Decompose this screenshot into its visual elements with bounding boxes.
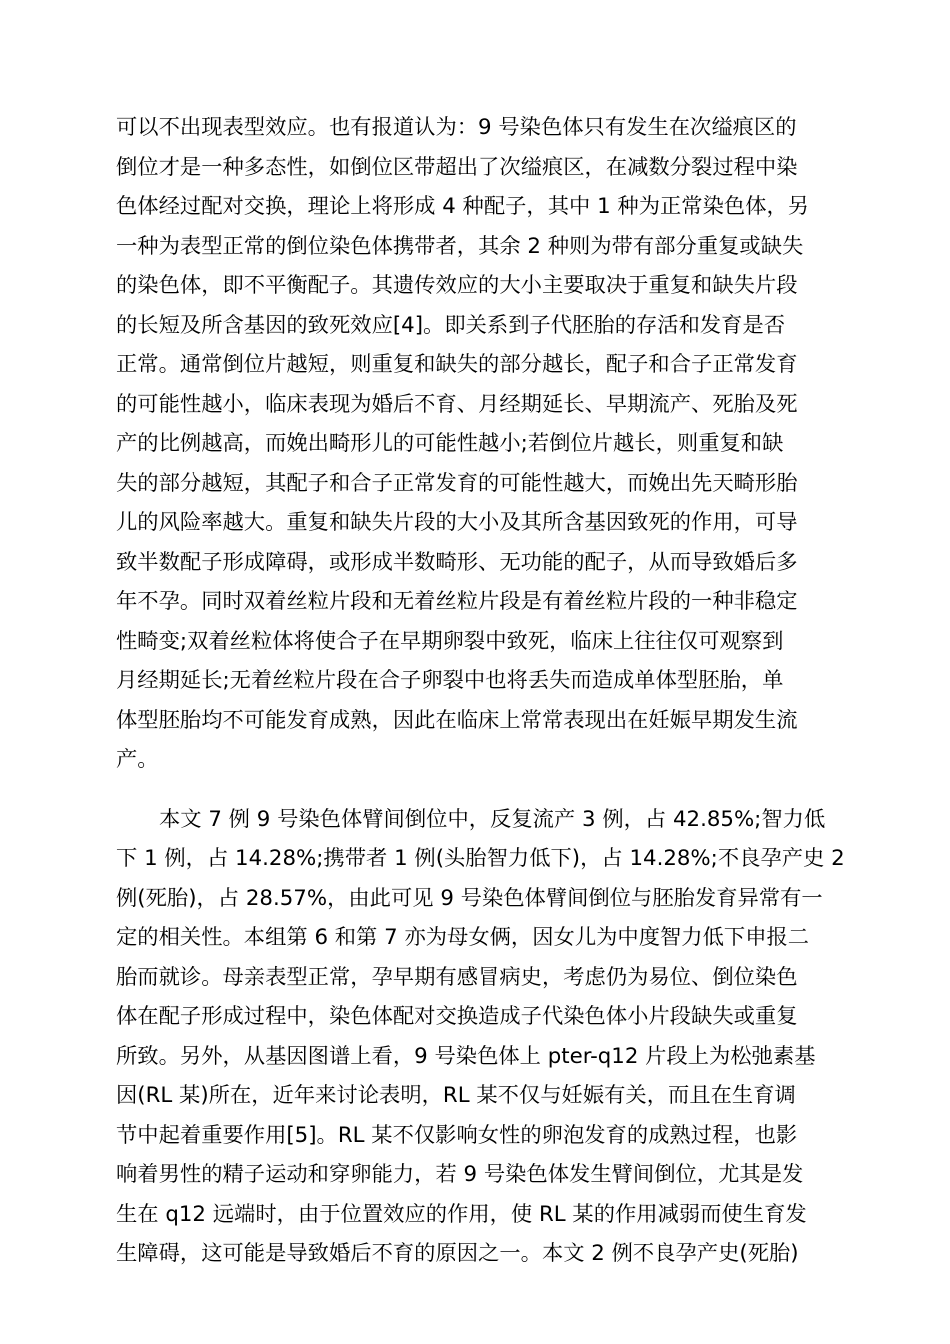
text-line: 的染色体，即不平衡配子。其遗传效应的大小主要取决于重复和缺失片段	[116, 273, 798, 298]
text-line: 生障碍，这可能是导致婚后不育的原因之一。本文 2 例不良孕产史(死胎)	[116, 1241, 799, 1266]
text-line: 正常。通常倒位片越短，则重复和缺失的部分越长，配子和合子正常发育	[116, 352, 798, 377]
text-line: 失的部分越短，其配子和合子正常发育的可能性越大，而娩出先天畸形胎	[116, 471, 798, 496]
text-line: 月经期延长;无着丝粒片段在合子卵裂中也将丢失而造成单体型胚胎，单	[116, 668, 784, 693]
text-line: 本文 7 例 9 号染色体臂间倒位中，反复流产 3 例，占 42.85%;智力低	[159, 807, 826, 832]
text-line: 体型胚胎均不可能发育成熟，因此在临床上常常表现出在妊娠早期发生流	[116, 708, 798, 733]
text-line: 产。	[116, 747, 159, 772]
text-line: 下 1 例，占 14.28%;携带者 1 例(头胎智力低下)，占 14.28%;不良孕产史 2	[116, 846, 845, 871]
text-line: 响着男性的精子运动和穿卵能力，若 9 号染色体发生臂间倒位，尤其是发	[116, 1162, 804, 1187]
text-line: 所致。另外，从基因图谱上看，9 号染色体上 pter-q12 片段上为松弛素基	[116, 1044, 816, 1069]
text-line: 一种为表型正常的倒位染色体携带者，其余 2 种则为带有部分重复或缺失	[116, 234, 804, 259]
text-line: 生在 q12 远端时，由于位置效应的作用，使 RL 某的作用减弱而使生育发	[116, 1202, 807, 1227]
text-line: 因(RL 某)所在，近年来讨论表明，RL 某不仅与妊娠有关，而且在生育调	[116, 1083, 796, 1108]
text-line: 倒位才是一种多态性，如倒位区带超出了次缢痕区，在减数分裂过程中染	[116, 155, 798, 180]
text-line: 的可能性越小，临床表现为婚后不育、月经期延长、早期流产、死胎及死	[116, 392, 798, 417]
text-line: 可以不出现表型效应。也有报道认为：9 号染色体只有发生在次缢痕区的	[116, 115, 797, 140]
text-line: 体在配子形成过程中，染色体配对交换造成子代染色体小片段缺失或重复	[116, 1004, 798, 1029]
text-line: 产的比例越高，而娩出畸形儿的可能性越小;若倒位片越长，则重复和缺	[116, 431, 784, 456]
text-line: 胎而就诊。母亲表型正常，孕早期有感冒病史，考虑仍为易位、倒位染色	[116, 965, 798, 990]
text-line: 年不孕。同时双着丝粒片段和无着丝粒片段是有着丝粒片段的一种非稳定	[116, 589, 798, 614]
text-line: 节中起着重要作用[5]。RL 某不仅影响女性的卵泡发育的成熟过程，也影	[116, 1123, 798, 1148]
text-line: 致半数配子形成障碍，或形成半数畸形、无功能的配子，从而导致婚后多	[116, 550, 798, 575]
text-line: 的长短及所含基因的致死效应[4]。即关系到子代胚胎的存活和发育是否	[116, 313, 786, 338]
text-line: 色体经过配对交换，理论上将形成 4 种配子，其中 1 种为正常染色体，另	[116, 194, 810, 219]
text-line: 儿的风险率越大。重复和缺失片段的大小及其所含基因致死的作用，可导	[116, 510, 798, 535]
text-line: 定的相关性。本组第 6 和第 7 亦为母女俩，因女儿为中度智力低下申报二	[116, 925, 810, 950]
text-line: 例(死胎)，占 28.57%，由此可见 9 号染色体臂间倒位与胚胎发育异常有一	[116, 886, 823, 911]
text-line: 性畸变;双着丝粒体将使合子在早期卵裂中致死，临床上往往仅可观察到	[116, 629, 784, 654]
